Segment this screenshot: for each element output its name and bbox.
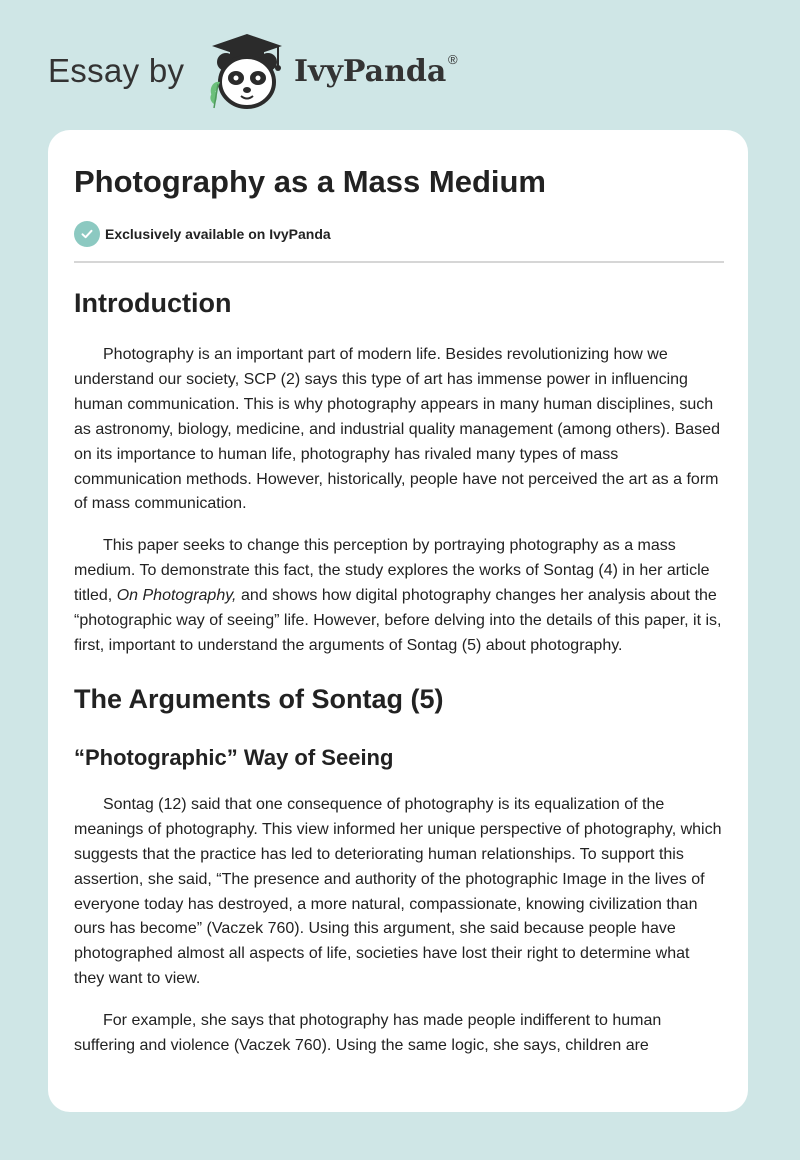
introduction-heading: Introduction <box>74 288 232 318</box>
arguments-heading: The Arguments of Sontag (5) <box>74 683 444 714</box>
registered-mark: ® <box>448 52 458 67</box>
exclusive-badge <box>74 221 331 247</box>
photographic-way-heading: “Photographic” Way of Seeing <box>74 744 394 770</box>
brand-name: IvyPanda <box>294 54 447 89</box>
paragraph-text: and shows how digital photography changes her analysis about the “photographic way of seeing” life. However, before delving into the details of this paper, it is, first, important to understand the arguments of Sontag (5) about photography. <box>74 587 722 654</box>
title-divider <box>74 261 724 263</box>
paragraph: For example, she says that photography has made people indifferent to human suffering and violence (Vaczek 760). Using the same logic, she says, children are <box>74 1012 662 1055</box>
paragraph: Sontag (12) said that one consequence of photography is its equalization of the meanings of photography. This view informed her unique perspective of photography, which suggests that the practice has led to deteriorating human relationships. To support this assertion, she said, “The presence and authority of the photographic Image in the lives of everyone today has destroyed, a more natural, compassionate, knowing civilization than ours has become” (Vaczek 760). Using this argument, she said because people have photographed almost all aspects of life, societies have lost their right to determine what they want to view. <box>74 795 722 988</box>
essay-by-label: Essay by <box>48 52 185 89</box>
cited-work-title: On Photography, <box>116 587 237 605</box>
exclusive-label: Exclusively available on IvyPanda <box>105 226 331 242</box>
panda-logo-icon <box>204 32 290 112</box>
essay-body <box>74 284 724 1059</box>
paragraph <box>74 534 724 659</box>
check-circle-icon <box>74 221 100 247</box>
paragraph-text: This paper seeks to change this perception by portraying photography as a mass medium. To demonstrate this fact, the study explores the works of Sontag (4) in her article titled, <box>74 537 710 605</box>
essay-card <box>48 130 748 1112</box>
site-header <box>48 32 508 112</box>
essay-title: Photography as a Mass Medium <box>74 164 546 199</box>
paragraph: Photography is an important part of modern life. Besides revolutionizing how we understand our society, SCP (2) says this type of art has immense power in influencing human communication. This is why photography appears in many human disciplines, such as astronomy, biology, medicine, and industrial quality management (among others). Based on its importance to human life, photography has rivaled many types of mass communication methods. However, historically, people have not perceived the art as a form of mass communication. <box>74 346 720 513</box>
